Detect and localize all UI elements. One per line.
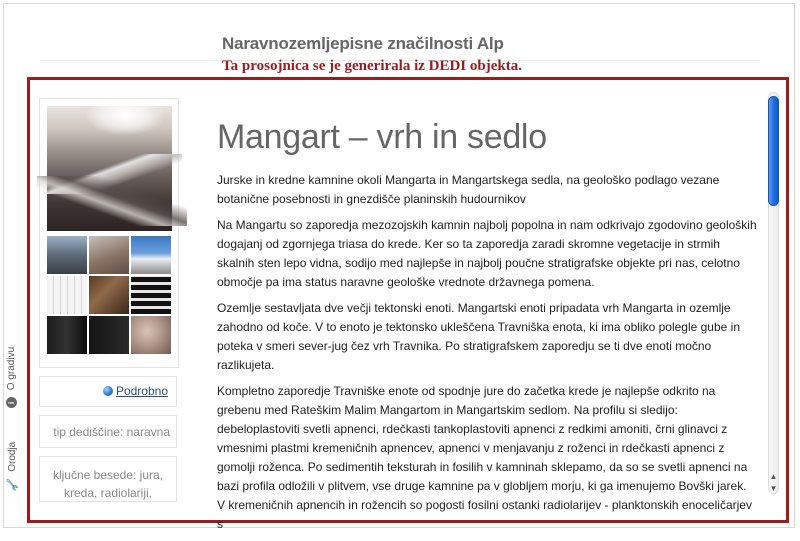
article-paragraph: Jurske in kredne kamnine okoli Mangarta in Mangartskega sedla, na geološko podlago vezane botanične posebnosti in gnezdišče planinskih hudournikov	[217, 173, 720, 206]
thumbnail[interactable]	[89, 236, 129, 274]
scrollbar-thumb[interactable]	[768, 96, 779, 206]
tab-o-gradivu-label: O gradivu	[6, 346, 17, 391]
tab-o-gradivu[interactable]	[6, 348, 17, 408]
thumbnail[interactable]	[47, 236, 87, 274]
article-paragraph: Ozemlje sestavljata dve večji tektonski enoti. Mangartski enoti pripadata vrh Mangarta in ozemlje zahodno od koče. V to enoto je tektonsko ukleščena Travniška enota, ki ima obliko polegle gube in poteka v smeri sever-jug čez vrh Travnika. Po stratigrafskem zaporedju se ti dve enoti močno razlikujeta.	[217, 301, 741, 372]
podrobno-link[interactable]: Podrobno	[115, 384, 168, 398]
article-paragraph: Na Mangartu so zaporedja mezozojskih kamnin najbolj popolna in nam odkrivajo zgodovino geoloških dogajanj od zgornjega triasa do krede. Ker so ta zaporedja zaradi skromne vegetacije in strmih skalnih sten lepo vidna, sodijo med najlepše in najbolj poučne stratigrafske objekte pri nas, celotno območje pa ima status naravne geološke vrednote državnega pomena.	[217, 218, 757, 289]
scroll-up-arrow-icon[interactable]: ▲	[769, 472, 778, 481]
thumbnail-grid	[47, 236, 172, 354]
wrench-icon: 🔧	[7, 478, 19, 492]
thumbnail[interactable]	[89, 276, 129, 314]
thumbnail[interactable]	[131, 276, 171, 314]
thumbnail[interactable]	[131, 316, 171, 354]
tab-orodja[interactable]	[6, 432, 19, 492]
article-body	[217, 171, 757, 534]
article-heading: Mangart – vrh in sedlo	[217, 118, 547, 156]
image-highlight	[85, 96, 165, 136]
scroll-down-arrow-icon[interactable]: ▼	[769, 484, 778, 493]
sidebar	[39, 98, 179, 502]
heritage-type: tip dediščine: naravna	[39, 415, 177, 448]
vertical-scrollbar[interactable]	[766, 92, 780, 494]
article-paragraph: Kompletno zaporedje Travniške enote od spodnje jure do začetka krede je najlepše odkrito na grebenu med Rateškim Malim Mangartom in Mangartskim sedlom. Na profilu si sledijo: debeloplastoviti svetli apnenci, rdečkasti tankoplastoviti apnenci z redkimi amoniti, črni glinavci z vmesnimi plastmi kremeničnih apnencev, apnenci v menjavanju z roženci in rdečkasti apnenci z gomolji roženca. Po sedimentih teksturah in fosilih v kamninah sklepamo, da so se svetli apnenci na bazi profila odložili v plitvem, vse druge kamnine pa v globljem morju, ki ga imenujemo Bovški jarek. V kremeničnih apnencih in rožencih so pogosti fosilni ostanki radiolarijev - planktonskih enoceličarjev s	[217, 384, 752, 531]
details-box	[39, 376, 177, 407]
site-title: Naravnozemljepisne značilnosti Alp	[222, 34, 504, 53]
thumbnail[interactable]	[47, 276, 87, 314]
thumbnail[interactable]	[47, 316, 87, 354]
main-image[interactable]	[47, 106, 172, 231]
tab-orodja-label: Orodja	[7, 441, 18, 472]
thumbnail[interactable]	[131, 236, 171, 274]
site-subtitle: Ta prosojnica se je generirala iz DEDI objekta.	[222, 58, 522, 74]
thumbnail[interactable]	[89, 316, 129, 354]
globe-icon	[103, 386, 113, 396]
keywords: ključne besede: jura, kreda, radiolariji,	[39, 456, 177, 502]
info-icon: i	[6, 397, 17, 408]
image-ridge	[37, 176, 187, 226]
image-gallery	[39, 98, 179, 368]
article-content	[217, 118, 757, 541]
slide-frame	[27, 77, 789, 531]
